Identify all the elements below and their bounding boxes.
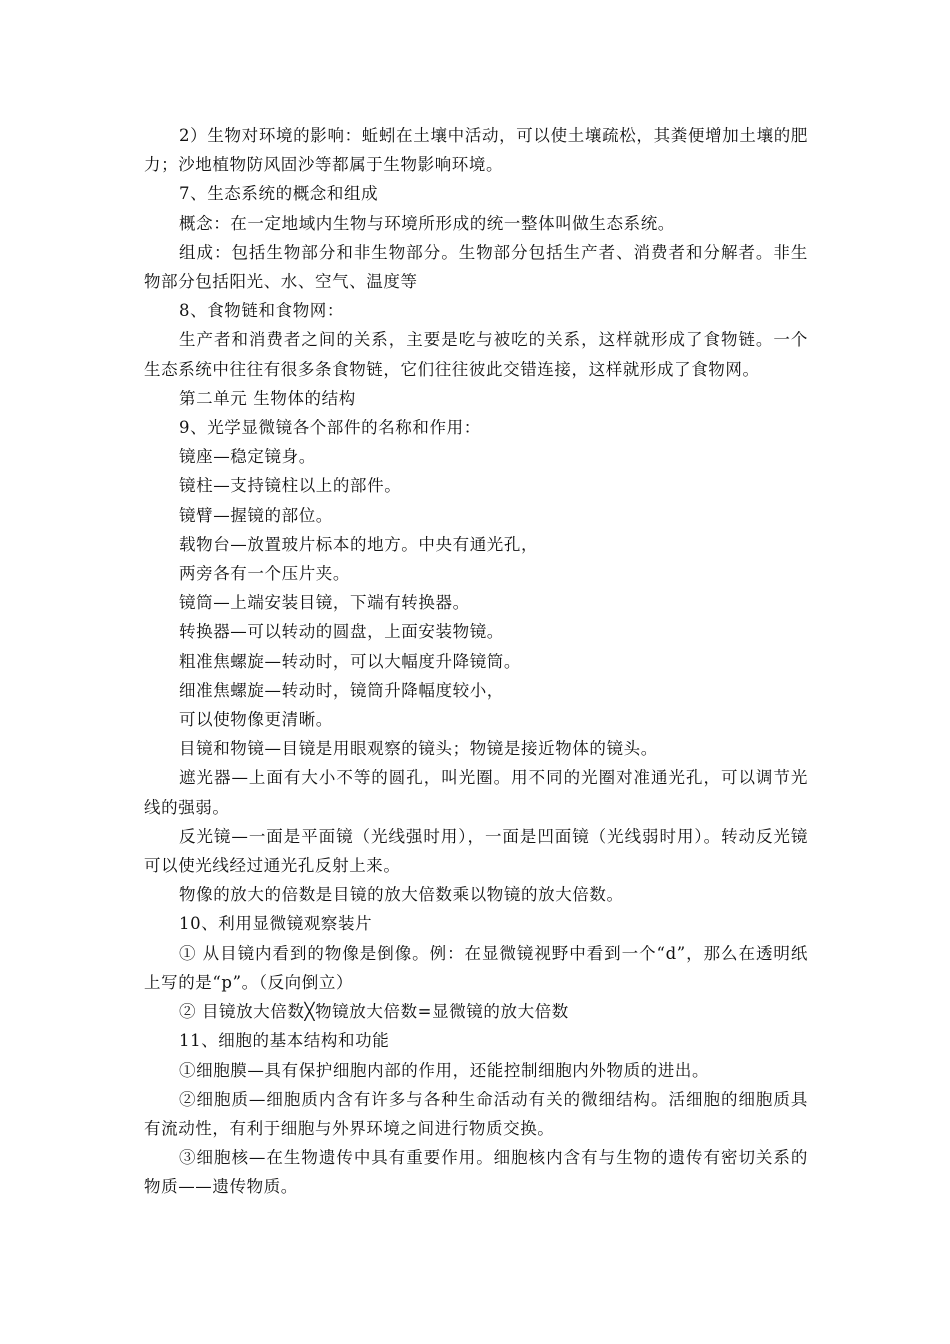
list-item: 镜臂—握镜的部位。 [179, 505, 333, 525]
section-heading: 9、光学显微镜各个部件的名称和作用： [179, 418, 481, 438]
list-item: 遮光器—上面有大小不等的圆孔，叫光圈。用不同的光圈对准通光孔，可以调节光线的强弱。 [144, 768, 808, 817]
list-item: 目镜和物镜—目镜是用眼观察的镜头；物镜是接近物体的镜头。 [179, 739, 658, 759]
paragraph: 概念：在一定地域内生物与环境所形成的统一整体叫做生态系统。 [179, 213, 675, 233]
list-item: ③细胞核—在生物遗传中具有重要作用。细胞核内含有与生物的遗传有密切关系的物质——遗传物质。 [144, 1148, 808, 1197]
section-heading: 7、生态系统的概念和组成 [179, 184, 379, 204]
section-heading: 10、利用显微镜观察装片 [179, 914, 373, 934]
list-item: 镜座—稳定镜身。 [179, 447, 316, 467]
section-heading: 8、食物链和食物网： [179, 301, 344, 321]
list-item: 粗准焦螺旋—转动时，可以大幅度升降镜筒。 [179, 651, 521, 671]
list-item: 镜柱—支持镜柱以上的部件。 [179, 476, 402, 496]
list-item: ② 目镜放大倍数╳物镜放大倍数=显微镜的放大倍数 [179, 1002, 569, 1022]
list-item: 载物台—放置玻片标本的地方。中央有通光孔， [179, 534, 539, 554]
list-item: 镜筒—上端安装目镜，下端有转换器。 [179, 593, 470, 613]
paragraph: 2）生物对环境的影响：蚯蚓在土壤中活动，可以使土壤疏松，其粪便增加土壤的肥力；沙地植物防风固沙等都属于生物影响环境。 [144, 126, 808, 175]
paragraph: 组成：包括生物部分和非生物部分。生物部分包括生产者、消费者和分解者。非生物部分包括阳光、水、空气、温度等 [144, 242, 808, 292]
list-item: 两旁各有一个压片夹。 [179, 564, 350, 584]
list-item: 反光镜—一面是平面镜（光线强时用），一面是凹面镜（光线弱时用）。转动反光镜可以使光线经过通光孔反射上来。 [144, 826, 808, 876]
list-item: ① 从目镜内看到的物像是倒像。例：在显微镜视野中看到一个“d”，那么在透明纸上写的是“p”。（反向倒立） [144, 943, 808, 992]
list-item: 转换器—可以转动的圆盘，上面安装物镜。 [179, 622, 504, 642]
paragraph: 生产者和消费者之间的关系，主要是吃与被吃的关系，这样就形成了食物链。一个生态系统中往往有很多条食物链，它们往往彼此交错连接，这样就形成了食物网。 [144, 330, 808, 379]
list-item: ②细胞质—细胞质内含有许多与各种生命活动有关的微细结构。活细胞的细胞质具有流动性，有利于细胞与外界环境之间进行物质交换。 [144, 1089, 808, 1138]
paragraph: 物像的放大的倍数是目镜的放大倍数乘以物镜的放大倍数。 [179, 885, 624, 905]
list-item: 细准焦螺旋—转动时，镜筒升降幅度较小， [179, 680, 504, 700]
list-item: ①细胞膜—具有保护细胞内部的作用，还能控制细胞内外物质的进出。 [179, 1060, 710, 1080]
unit-heading: 第二单元 生物体的结构 [179, 388, 356, 408]
section-heading: 11、细胞的基本结构和功能 [179, 1031, 390, 1051]
list-item: 可以使物像更清晰。 [179, 710, 333, 730]
document-body [144, 121, 808, 1202]
